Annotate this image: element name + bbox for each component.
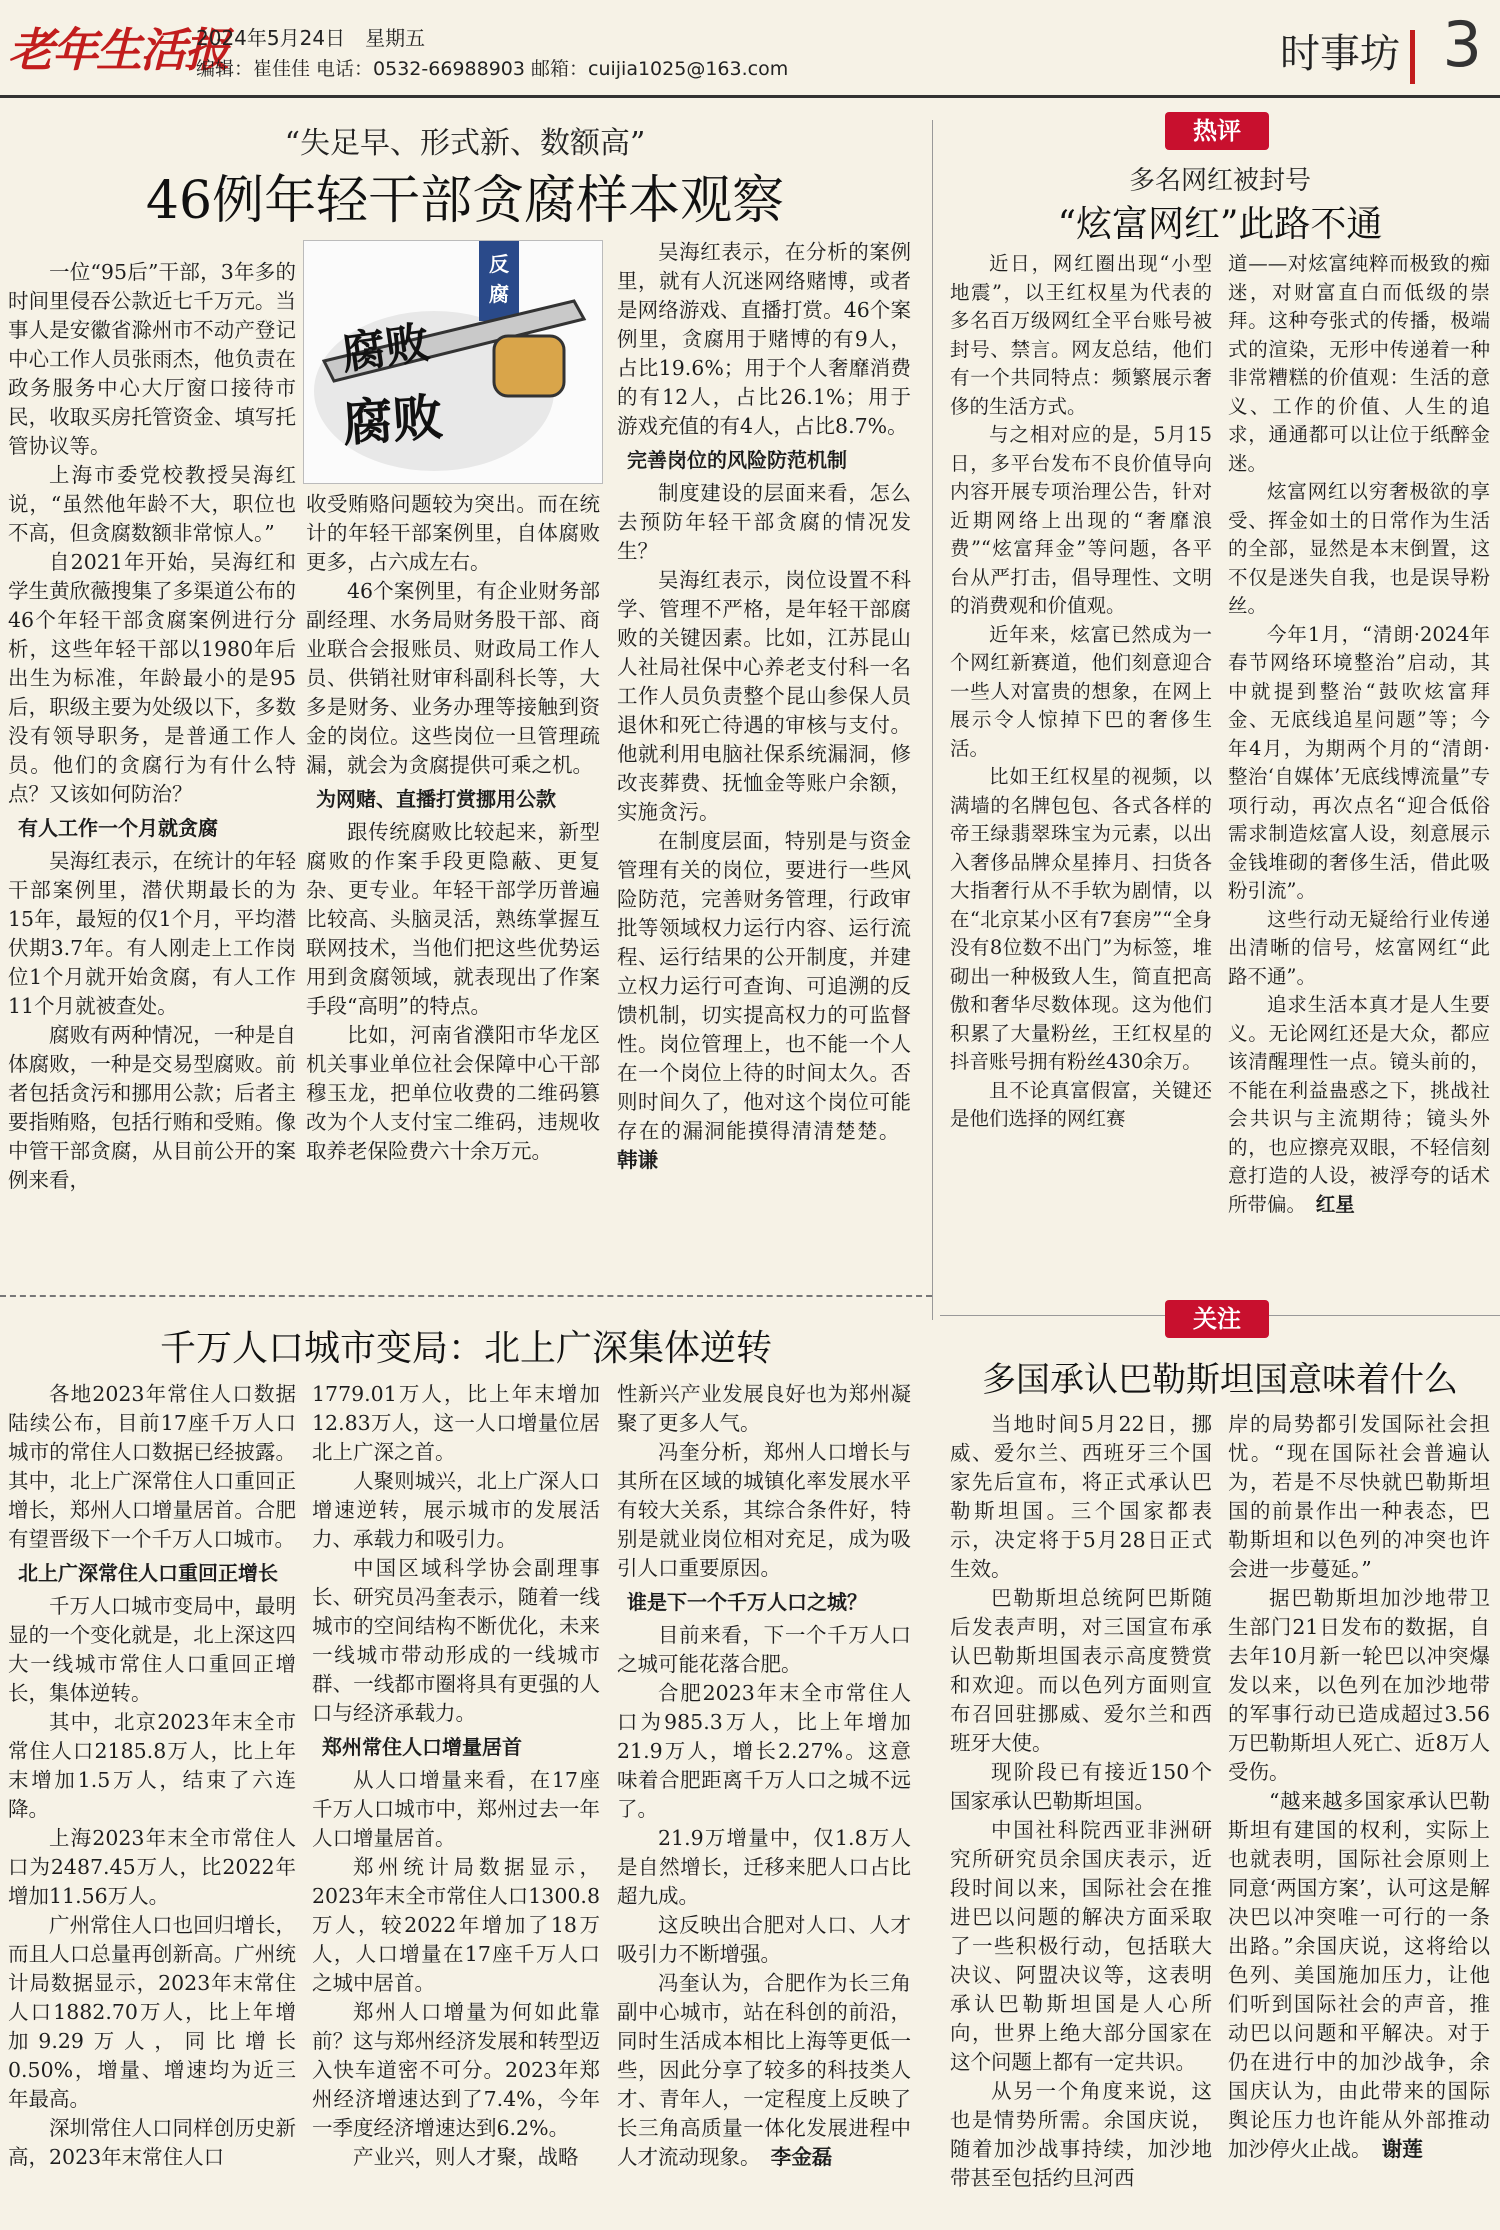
masthead (0, 0, 1500, 96)
banner-char-1: 反 (489, 252, 509, 276)
paragraph: 且不论真富假富，关键还是他们选择的网红赛 (950, 1078, 1212, 1130)
byline: 李金磊 (750, 2145, 833, 2169)
subheading: 谁是下一个千万人口之城？ (627, 1590, 867, 1614)
byline: 红星 (1296, 1192, 1355, 1216)
paragraph: 其中，北京2023年末全市常住人口2185.8万人，比上年末增加1.5万人，结束了六连降。 (8, 1710, 296, 1821)
paragraph: 冯奎分析，郑州人口增长与其所在区域的城镇化率发展水平有较大关系，其综合条件好，特别是就业岗位相对充足，成为吸引人口重要原因。 (617, 1440, 911, 1580)
paragraph: 产业兴，则人才聚，战略 (353, 2145, 579, 2169)
column-rule-right (932, 120, 933, 1320)
paragraph: 比如王红权星的视频，以满墙的名牌包包、各式各样的帝王绿翡翠珠宝为元素，以出入奢侈品牌众星捧月、扫货各大指奢行从不手软为剧情，以在“北京某小区有7套房”“全身没有8位数不出门”为标签，堆砌出一种极致人生，简直把高傲和奢华尽数体现。这为他们积累了大量粉丝，王红权星的抖音账号拥有粉丝430余万。 (950, 765, 1212, 1073)
paragraph: 1779.01万人，比上年末增加12.83万人，这一人口增量位居北上广深之首。 (312, 1382, 600, 1464)
paragraph: 中国区域科学协会副理事长、研究员冯奎表示，随着一线城市的空间结构不断优化，未来一线城市带动形成的一线城市群、一线都市圈将具有更强的人口与经济承载力。 (312, 1556, 600, 1725)
subheading: 北上广深常住人口重回正增长 (18, 1561, 278, 1585)
paragraph: 各地2023年常住人口数据陆续公布，目前17座千万人口城市的常住人口数据已经披露。其中，北上广深常住人口重回正增长，郑州人口增量居首。合肥有望晋级下一个千万人口城市。 (8, 1382, 296, 1551)
story1-kicker: “失足早、形式新、数额高” (284, 126, 646, 161)
subheading: 有人工作一个月就贪腐 (18, 816, 218, 840)
paragraph: “越来越多国家承认巴勒斯坦有建国的权利，实际上也就表明，国际社会原则上同意‘两国方案’，认可这是解决巴以冲突唯一可行的一条出路。”余国庆说，这将给以色列、美国施加压力，让他们听到国际社会的声音，推动巴以问题和平解决。对于仍在进行中的加沙战争，余国庆认为，由此带来的国际舆论压力也许能从外部推动加沙停火止战。 谢莲 (1228, 1789, 1490, 2161)
paragraph: 据巴勒斯坦加沙地带卫生部门21日发布的数据，自去年10月新一轮巴以冲突爆发以来，以色列在加沙地带的军事行动已造成超过3.56万巴勒斯坦人死亡、近8万人受伤。 (1228, 1586, 1490, 1784)
subheading: 完善岗位的风险防范机制 (627, 448, 847, 472)
subheading: 为网赌、直播打赏挪用公款 (316, 787, 556, 811)
byline: 韩谦 (617, 1119, 911, 1172)
hand (494, 336, 564, 396)
paragraph: 千万人口城市变局中，最明显的一个变化就是，北上深这四大一线城市常住人口重回正增长，集体逆转。 (8, 1594, 296, 1705)
paragraph: 腐败有两种情况，一种是自体腐败，一种是交易型腐败。前者包括贪污和挪用公款；后者主要指贿赂，包括行贿和受贿。像中管干部贪腐，从目前公开的案例来看， (8, 1023, 296, 1192)
paragraph: 上海市委党校教授吴海红说，“虽然他年龄不大，职位也不高，但贪腐数额非常惊人。” (8, 463, 296, 545)
paragraph: 吴海红表示，在分析的案例里，就有人沉迷网络赌博，或者是网络游戏、直播打赏。46个案例里，贪腐用于赌博的有9人，占比19.6%；用于个人奢靡消费的有12人，占比26.1%；用于游戏充值的有4人，占比8.7%。 (617, 240, 911, 438)
paragraph: 今年1月，“清朗·2024年春节网络环境整治”启动，其中就提到整治“鼓吹炫富拜金、无底线追星问题”等；今年4月，为期两个月的“清朗·整治‘自媒体’无底线博流量”专项行动，再次点名“迎合低俗需求制造炫富人设，刻意展示金钱堆砌的奢侈生活，借此吸粉引流”。 (1228, 622, 1490, 902)
tag-hot-comment: 热评 (1165, 112, 1269, 150)
story2-col2 (1228, 250, 1490, 1219)
paragraph: 一位“95后”干部，3年多的时间里侵吞公款近七千万元。当事人是安徽省滁州市不动产登记中心工作人员张雨杰，他负责在政务服务中心大厅窗口接待市民，收取买房托管资金、填写托管协议等。 (8, 260, 296, 458)
paragraph: 广州常住人口也回归增长，而且人口总量再创新高。广州统计局数据显示，2023年末常住人口1882.70万人，比上年增加9.29万人，同比增长0.50%，增量、增速均为近三年最高。 (8, 1913, 296, 2111)
paragraph: 目前来看，下一个千万人口之城可能花落合肥。 (617, 1623, 911, 1676)
story4-headline: 多国承认巴勒斯坦国意味着什么 (982, 1360, 1458, 1400)
paragraph: 制度建设的层面来看，怎么去预防年轻干部贪腐的情况发生？ (617, 481, 911, 563)
paragraph: 跟传统腐败比较起来，新型腐败的作案手段更隐蔽、更复杂、更专业。年轻干部学历普遍比较高、头脑灵活，熟练掌握互联网技术，当他们把这些优势运用到贪腐领域，就表现出了作案手段“高明”的特点。 (306, 820, 600, 1018)
story3-col1 (8, 1380, 296, 2172)
paragraph: 自2021年开始，吴海红和学生黄欣薇搜集了多渠道公布的46个年轻干部贪腐案例进行分析，这些年轻干部以1980年后出生为标准，年龄最小的是95后，职级主要为处级以下，多数没有领导职务，是普通工作人员。他们的贪腐行为有什么特点？又该如何防治？ (8, 550, 296, 806)
paragraph: 巴勒斯坦总统阿巴斯随后发表声明，对三国宣布承认巴勒斯坦国表示高度赞赏和欢迎。而以色列方面则宣布召回驻挪威、爱尔兰和西班牙大使。 (950, 1586, 1212, 1755)
editor-contact: 编辑：崔佳佳 电话：0532-66988903 邮箱：cuijia1025@163.com (196, 58, 789, 80)
paragraph: 上海2023年末全市常住人口为2487.45万人，比2022年增加11.56万人。 (8, 1826, 296, 1908)
paragraph: 深圳常住人口同样创历史新高，2023年末常住人口 (8, 2116, 296, 2169)
paragraph: 吴海红表示，岗位设置不科学、管理不严格，是年轻干部腐败的关键因素。比如，江苏昆山人社局社保中心养老支付科一名工作人员负责整个昆山参保人员退休和死亡待遇的审核与支付。他就利用电脑社保系统漏洞，修改丧葬费、抚恤金等账户余额，实施贪污。 (617, 568, 911, 824)
section-name: 时事坊 (1280, 31, 1400, 77)
masthead-rule (0, 95, 1500, 98)
paragraph: 现阶段已有接近150个国家承认巴勒斯坦国。 (950, 1760, 1212, 1813)
word-fubai-1: 腐败 (338, 317, 433, 380)
paragraph: 这些行动无疑给行业传递出清晰的信号，炫富网红“此路不通”。 (1228, 907, 1490, 988)
banner-char-2: 腐 (489, 282, 509, 306)
paragraph: 岸的局势都引发国际社会担忧。“现在国际社会普遍认为，若是不尽快就巴勒斯坦国的前景作出一种表态，巴勒斯坦和以色列的冲突也许会进一步蔓延。” (1228, 1412, 1490, 1581)
page-number: 3 (1442, 8, 1482, 81)
story1-col2 (306, 490, 600, 1166)
issue-date: 2024年5月24日 星期五 (196, 26, 426, 50)
story1-col3 (617, 238, 911, 1175)
section-divider-bar (1410, 30, 1415, 84)
paragraph: 从另一个角度来说，这也是情势所需。余国庆说，随着加沙战事持续，加沙地带甚至包括约旦河西 (950, 2079, 1212, 2190)
word-fubai-2: 腐败 (340, 388, 445, 453)
newspaper-logo: 老年生活报 (8, 23, 228, 77)
paragraph: 近年来，炫富已然成为一个网红新赛道，他们刻意迎合一些人对富贵的想象，在网上展示令人惊掉下巴的奢侈生活。 (950, 622, 1212, 760)
story3-headline: 千万人口城市变局：北上广深集体逆转 (159, 1328, 772, 1369)
story3-col2 (312, 1380, 600, 2172)
paragraph: 道——对炫富纯粹而极致的痴迷，对财富直白而低级的崇拜。这种夸张式的传播，极端式的渲染，无形中传递着一种非常糟糕的价值观：生活的意义、工作的价值、人生的追求，通通都可以让位于纸醉金迷。 (1228, 252, 1490, 475)
paragraph: 冯奎认为，合肥作为长三角副中心城市，站在科创的前沿，同时生活成本相比上海等更低一些，因此分享了较多的科技类人才、青年人，一定程度上反映了长三角高质量一体化发展进程中人才流动现象。 李金磊 (617, 1971, 911, 2169)
paragraph: 追求生活本真才是人生要义。无论网红还是大众，都应该清醒理性一点。镜头前的，不能在利益蛊惑之下，挑战社会共识与主流期待；镜头外的，也应擦亮双眼，不轻信刻意打造的人设，被浮夸的话术所带偏。 红星 (1228, 993, 1490, 1216)
story1-col1 (8, 258, 296, 1195)
story2-col1 (950, 250, 1212, 1134)
paragraph: 46个案例里，有企业财务部副经理、水务局财务股干部、商业联合会报账员、财政局工作人员、供销社财审科副科长等，大多是财务、业务办理等接触到资金的岗位。这些岗位一旦管理疏漏，就会为贪腐提供可乘之机。 (306, 579, 600, 777)
paragraph: 性新兴产业发展良好也为郑州凝聚了更多人气。 (617, 1382, 911, 1435)
paragraph: 与之相对应的是，5月15日，多平台发布不良价值导向内容开展专项治理公告，针对近期网络上出现的“奢靡浪费”“炫富拜金”等问题，各平台从严打击，倡导理性、文明的消费观和价值观。 (950, 423, 1212, 617)
cartoon-svg (304, 241, 602, 483)
paragraph: 中国社科院西亚非洲研究所研究员余国庆表示，近段时间以来，国际社会在推进巴以问题的解决方面采取了一些积极行动，包括联大决议、阿盟决议等，这表明承认巴勒斯坦国是人心所向，世界上绝大部分国家在这个问题上都有一定共识。 (950, 1818, 1212, 2074)
story4-col1 (950, 1410, 1212, 2193)
story3-col3 (617, 1380, 911, 2172)
paragraph: 比如，河南省濮阳市华龙区机关事业单位社会保障中心干部穆玉龙，把单位收费的二维码篡改为个人支付宝二维码，违规收取养老保险费六十余万元。 (306, 1023, 600, 1163)
paragraph: 这反映出合肥对人口、人才吸引力不断增强。 (617, 1913, 911, 1966)
tag-attention: 关注 (1165, 1300, 1269, 1338)
byline: 谢莲 (1361, 2137, 1423, 2161)
paragraph: 合肥2023年末全市常住人口为985.3万人，比上年增加21.9万人，增长2.27%。这意味着合肥距离千万人口之城不远了。 (617, 1681, 911, 1821)
paragraph: 炫富网红以穷奢极欲的享受、挥金如土的日常作为生活的全部，显然是本末倒置，这不仅是迷失自我，也是误导粉丝。 (1228, 480, 1490, 617)
paragraph: 21.9万增量中，仅1.8万人是自然增长，迁移来肥人口占比超九成。 (617, 1826, 911, 1908)
story2-kicker: 多名网红被封号 (1128, 166, 1311, 196)
paragraph: 收受贿赂问题较为突出。而在统计的年轻干部案例里，自体腐败更多，占六成左右。 (306, 492, 600, 574)
subheading: 郑州常住人口增量居首 (322, 1735, 522, 1759)
paragraph: 吴海红表示，在统计的年轻干部案例里，潜伏期最长的为15年，最短的仅1个月，平均潜伏期3.7年。有人刚走上工作岗位1个月就开始贪腐，有人工作11个月就被查处。 (8, 849, 296, 1018)
story4-col2 (1228, 1410, 1490, 2164)
cartoon-illustration (303, 240, 603, 484)
paragraph: 郑州人口增量为何如此靠前？这与郑州经济发展和转型迈入快车道密不可分。2023年郑州经济增速达到了7.4%，今年一季度经济增速达到6.2%。 (312, 2000, 600, 2140)
paragraph: 当地时间5月22日，挪威、爱尔兰、西班牙三个国家先后宣布，将正式承认巴勒斯坦国。三个国家都表示，决定将于5月28日正式生效。 (950, 1412, 1212, 1581)
paragraph: 近日，网红圈出现“小型地震”，以王红权星为代表的多名百万级网红全平台账号被封号、禁言。网友总结，他们有一个共同特点：频繁展示奢侈的生活方式。 (950, 252, 1212, 418)
paragraph: 在制度层面，特别是与资金管理有关的岗位，要进行一些风险防范，完善财务管理，行政审批等领域权力运行内容、运行流程、运行结果的公开制度，并建立权力运行可查询、可追溯的反馈机制，切实提高权力的可监督性。岗位管理上，也不能一个人在一个岗位上待的时间太久。否则时间久了，他对这个岗位可能存在的漏洞能摸得清清楚楚。 韩谦 (617, 829, 911, 1172)
story1-headline: 46例年轻干部贪腐样本观察 (145, 171, 785, 231)
story2-headline: “炫富网红”此路不通 (1057, 204, 1383, 245)
paragraph: 郑州统计局数据显示，2023年末全市常住人口1300.8万人，较2022年增加了18万人，人口增量在17座千万人口之城中居首。 (312, 1855, 600, 1995)
paragraph: 人聚则城兴，北上广深人口增速逆转，展示城市的发展活力、承载力和吸引力。 (312, 1469, 600, 1551)
paragraph: 从人口增量来看，在17座千万人口城市中，郑州过去一年人口增量居首。 (312, 1768, 600, 1850)
section-divider-dashed (0, 1295, 932, 1297)
